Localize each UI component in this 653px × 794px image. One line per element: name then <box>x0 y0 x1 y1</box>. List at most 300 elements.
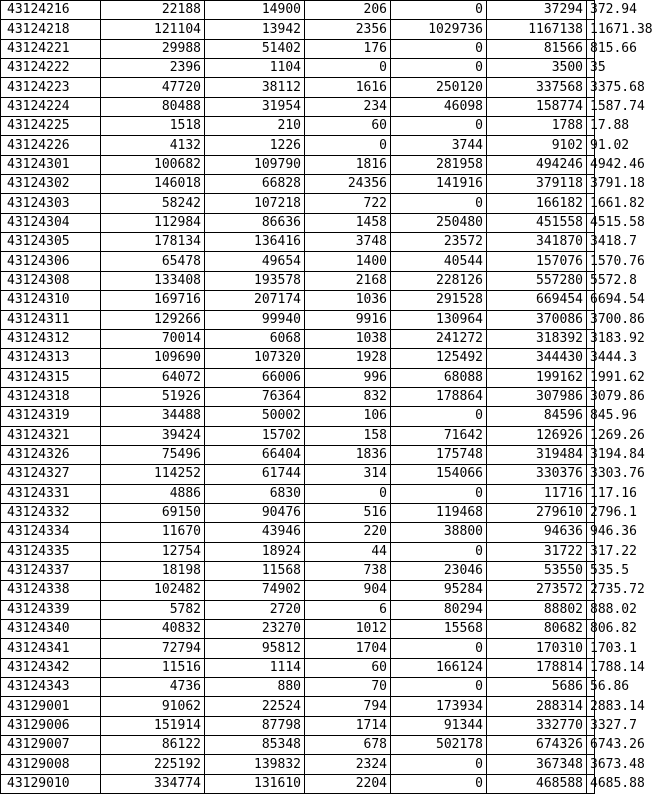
table-cell[interactable]: 0 <box>391 542 487 561</box>
table-cell[interactable]: 29988 <box>101 39 205 58</box>
table-cell[interactable]: 51926 <box>101 387 205 406</box>
table-cell[interactable]: 178864 <box>391 387 487 406</box>
table-cell[interactable]: 15702 <box>205 426 305 445</box>
table-cell[interactable]: 23572 <box>391 233 487 252</box>
row-code-cell[interactable]: 43124337 <box>1 561 101 580</box>
table-cell[interactable]: 273572 <box>487 581 587 600</box>
table-cell[interactable]: 1570.76 <box>587 252 595 271</box>
row-code-cell[interactable]: 43124226 <box>1 136 101 155</box>
table-cell[interactable]: 5782 <box>101 600 205 619</box>
table-cell[interactable]: 0 <box>305 484 391 503</box>
row-code-cell[interactable]: 43129006 <box>1 716 101 735</box>
row-code-cell[interactable]: 43124222 <box>1 59 101 78</box>
row-code-cell[interactable]: 43124311 <box>1 310 101 329</box>
table-cell[interactable]: 225192 <box>101 755 205 774</box>
table-cell[interactable]: 2396 <box>101 59 205 78</box>
table-cell[interactable]: 43946 <box>205 523 305 542</box>
table-cell[interactable]: 1616 <box>305 78 391 97</box>
table-cell[interactable]: 279610 <box>487 503 587 522</box>
table-cell[interactable]: 11671.38 <box>587 20 595 39</box>
table-cell[interactable]: 100682 <box>101 155 205 174</box>
table-cell[interactable]: 60 <box>305 117 391 136</box>
table-cell[interactable]: 34488 <box>101 407 205 426</box>
row-code-cell[interactable]: 43124225 <box>1 117 101 136</box>
table-row <box>1 426 595 445</box>
table-cell[interactable]: 69150 <box>101 503 205 522</box>
table-cell[interactable]: 738 <box>305 561 391 580</box>
table-cell[interactable]: 75496 <box>101 445 205 464</box>
table-row <box>1 542 595 561</box>
table-cell[interactable]: 61744 <box>205 465 305 484</box>
table-cell[interactable]: 1661.82 <box>587 194 595 213</box>
table-cell[interactable]: 102482 <box>101 581 205 600</box>
table-cell[interactable]: 106 <box>305 407 391 426</box>
row-code-cell[interactable]: 43124332 <box>1 503 101 522</box>
table-cell[interactable]: 3748 <box>305 233 391 252</box>
table-cell[interactable]: 832 <box>305 387 391 406</box>
table-cell[interactable]: 250480 <box>391 213 487 232</box>
table-cell[interactable]: 6743.26 <box>587 736 595 755</box>
table-cell[interactable]: 154066 <box>391 465 487 484</box>
table-cell[interactable]: 535.5 <box>587 561 595 580</box>
table-cell[interactable]: 3444.3 <box>587 349 595 368</box>
table-cell[interactable]: 3183.92 <box>587 329 595 348</box>
table-cell[interactable]: 2168 <box>305 271 391 290</box>
table-cell[interactable]: 40832 <box>101 620 205 639</box>
table-cell[interactable]: 674326 <box>487 736 587 755</box>
table-cell[interactable]: 141916 <box>391 175 487 194</box>
table-cell[interactable]: 1400 <box>305 252 391 271</box>
table-cell[interactable]: 91062 <box>101 697 205 716</box>
table-cell[interactable]: 65478 <box>101 252 205 271</box>
table-cell[interactable]: 0 <box>391 639 487 658</box>
table-cell[interactable]: 60 <box>305 658 391 677</box>
table-cell[interactable]: 13942 <box>205 20 305 39</box>
row-code-cell[interactable]: 43124327 <box>1 465 101 484</box>
table-row <box>1 484 595 503</box>
table-cell[interactable]: 1518 <box>101 117 205 136</box>
table-cell[interactable]: 112984 <box>101 213 205 232</box>
table-cell[interactable]: 1587.74 <box>587 97 595 116</box>
table-cell[interactable]: 166124 <box>391 658 487 677</box>
table-cell[interactable]: 379118 <box>487 175 587 194</box>
table-cell[interactable]: 68088 <box>391 368 487 387</box>
table-cell[interactable]: 1114 <box>205 658 305 677</box>
table-cell[interactable]: 946.36 <box>587 523 595 542</box>
table-cell[interactable]: 904 <box>305 581 391 600</box>
table-cell[interactable]: 1029736 <box>391 20 487 39</box>
table-cell[interactable]: 11670 <box>101 523 205 542</box>
table-cell[interactable]: 1703.1 <box>587 639 595 658</box>
table-cell[interactable]: 1788 <box>487 117 587 136</box>
table-cell[interactable]: 64072 <box>101 368 205 387</box>
table-cell[interactable]: 90476 <box>205 503 305 522</box>
table-cell[interactable]: 47720 <box>101 78 205 97</box>
table-cell[interactable]: 1036 <box>305 291 391 310</box>
table-cell[interactable]: 1458 <box>305 213 391 232</box>
table-cell[interactable]: 3673.48 <box>587 755 595 774</box>
table-row <box>1 213 595 232</box>
table-row <box>1 368 595 387</box>
table-cell[interactable]: 4685.88 <box>587 774 595 793</box>
row-code-cell[interactable]: 43124326 <box>1 445 101 464</box>
table-cell[interactable]: 337568 <box>487 78 587 97</box>
table-cell[interactable]: 1816 <box>305 155 391 174</box>
table-cell[interactable]: 18198 <box>101 561 205 580</box>
table-cell[interactable]: 210 <box>205 117 305 136</box>
table-cell[interactable]: 125492 <box>391 349 487 368</box>
table-cell[interactable]: 2796.1 <box>587 503 595 522</box>
table-cell[interactable]: 341870 <box>487 233 587 252</box>
table-cell[interactable]: 91.02 <box>587 136 595 155</box>
row-code-cell[interactable]: 43129010 <box>1 774 101 793</box>
table-cell[interactable]: 99940 <box>205 310 305 329</box>
table-cell[interactable]: 81566 <box>487 39 587 58</box>
table-cell[interactable]: 3418.7 <box>587 233 595 252</box>
table-cell[interactable]: 0 <box>391 678 487 697</box>
row-code-cell[interactable]: 43124216 <box>1 1 101 20</box>
table-cell[interactable]: 117.16 <box>587 484 595 503</box>
table-cell[interactable]: 5572.8 <box>587 271 595 290</box>
row-code-cell[interactable]: 43124303 <box>1 194 101 213</box>
table-cell[interactable]: 1714 <box>305 716 391 735</box>
table-cell[interactable]: 38112 <box>205 78 305 97</box>
table-cell[interactable]: 74902 <box>205 581 305 600</box>
table-cell[interactable]: 996 <box>305 368 391 387</box>
table-cell[interactable]: 1104 <box>205 59 305 78</box>
table-cell[interactable]: 3500 <box>487 59 587 78</box>
table-cell[interactable]: 0 <box>391 194 487 213</box>
row-code-cell[interactable]: 43124334 <box>1 523 101 542</box>
table-cell[interactable]: 11716 <box>487 484 587 503</box>
table-cell[interactable]: 178814 <box>487 658 587 677</box>
table-cell[interactable]: 845.96 <box>587 407 595 426</box>
table-cell[interactable]: 372.94 <box>587 1 595 20</box>
table-cell[interactable]: 86636 <box>205 213 305 232</box>
row-code-cell[interactable]: 43124310 <box>1 291 101 310</box>
table-cell[interactable]: 18924 <box>205 542 305 561</box>
row-code-cell[interactable]: 43129001 <box>1 697 101 716</box>
table-cell[interactable]: 0 <box>391 755 487 774</box>
table-cell[interactable]: 1991.62 <box>587 368 595 387</box>
table-cell[interactable]: 130964 <box>391 310 487 329</box>
row-code-cell[interactable]: 43124305 <box>1 233 101 252</box>
table-cell[interactable]: 37294 <box>487 1 587 20</box>
table-cell[interactable]: 49654 <box>205 252 305 271</box>
table-cell[interactable]: 370086 <box>487 310 587 329</box>
table-cell[interactable]: 170310 <box>487 639 587 658</box>
table-cell[interactable]: 15568 <box>391 620 487 639</box>
table-cell[interactable]: 70 <box>305 678 391 697</box>
table-cell[interactable]: 344430 <box>487 349 587 368</box>
table-cell[interactable]: 40544 <box>391 252 487 271</box>
table-row <box>1 97 595 116</box>
table-cell[interactable]: 95284 <box>391 581 487 600</box>
row-code-cell[interactable]: 43124318 <box>1 387 101 406</box>
table-body <box>1 1 653 794</box>
table-cell[interactable]: 22188 <box>101 1 205 20</box>
table-cell[interactable]: 166182 <box>487 194 587 213</box>
table-cell[interactable]: 314 <box>305 465 391 484</box>
table-row <box>1 194 595 213</box>
table-cell[interactable]: 0 <box>391 1 487 20</box>
table-cell[interactable]: 2324 <box>305 755 391 774</box>
table-cell[interactable]: 136416 <box>205 233 305 252</box>
table-cell[interactable]: 107218 <box>205 194 305 213</box>
row-code-cell[interactable]: 43124306 <box>1 252 101 271</box>
table-cell[interactable]: 157076 <box>487 252 587 271</box>
table-cell[interactable]: 88802 <box>487 600 587 619</box>
table-cell[interactable]: 2204 <box>305 774 391 793</box>
table-cell[interactable]: 0 <box>391 39 487 58</box>
row-code-cell[interactable]: 43124224 <box>1 97 101 116</box>
table-cell[interactable]: 66404 <box>205 445 305 464</box>
table-cell[interactable]: 794 <box>305 697 391 716</box>
table-cell[interactable]: 87798 <box>205 716 305 735</box>
table-cell[interactable]: 199162 <box>487 368 587 387</box>
table-cell[interactable]: 0 <box>391 407 487 426</box>
table-cell[interactable]: 6 <box>305 600 391 619</box>
table-cell[interactable]: 678 <box>305 736 391 755</box>
table-cell[interactable]: 2356 <box>305 20 391 39</box>
row-code-cell[interactable]: 43124218 <box>1 20 101 39</box>
table-row <box>1 329 595 348</box>
table-cell[interactable]: 175748 <box>391 445 487 464</box>
table-row <box>1 658 595 677</box>
table-cell[interactable]: 86122 <box>101 736 205 755</box>
table-cell[interactable]: 158 <box>305 426 391 445</box>
table-cell[interactable]: 332770 <box>487 716 587 735</box>
row-code-cell[interactable]: 43124302 <box>1 175 101 194</box>
table-cell[interactable]: 1836 <box>305 445 391 464</box>
table-cell[interactable]: 23270 <box>205 620 305 639</box>
table-cell[interactable]: 44 <box>305 542 391 561</box>
table-cell[interactable]: 3327.7 <box>587 716 595 735</box>
table-cell[interactable]: 1928 <box>305 349 391 368</box>
table-cell[interactable]: 722 <box>305 194 391 213</box>
table-cell[interactable]: 14900 <box>205 1 305 20</box>
table-cell[interactable]: 94636 <box>487 523 587 542</box>
table-cell[interactable]: 70014 <box>101 329 205 348</box>
row-code-cell[interactable]: 43124313 <box>1 349 101 368</box>
table-cell[interactable]: 169716 <box>101 291 205 310</box>
table-cell[interactable]: 1038 <box>305 329 391 348</box>
table-row <box>1 39 595 58</box>
table-cell[interactable]: 3744 <box>391 136 487 155</box>
table-cell[interactable]: 178134 <box>101 233 205 252</box>
row-code-cell[interactable]: 43124312 <box>1 329 101 348</box>
table-cell[interactable]: 12754 <box>101 542 205 561</box>
table-cell[interactable]: 206 <box>305 1 391 20</box>
table-cell[interactable]: 56.86 <box>587 678 595 697</box>
table-cell[interactable]: 880 <box>205 678 305 697</box>
table-cell[interactable]: 66828 <box>205 175 305 194</box>
table-cell[interactable]: 334774 <box>101 774 205 793</box>
table-cell[interactable]: 84596 <box>487 407 587 426</box>
table-cell[interactable]: 131610 <box>205 774 305 793</box>
table-cell[interactable]: 109790 <box>205 155 305 174</box>
table-cell[interactable]: 1704 <box>305 639 391 658</box>
table-cell[interactable]: 31722 <box>487 542 587 561</box>
table-cell[interactable]: 367348 <box>487 755 587 774</box>
table-cell[interactable]: 51402 <box>205 39 305 58</box>
table-cell[interactable]: 3791.18 <box>587 175 595 194</box>
table-cell[interactable]: 0 <box>391 484 487 503</box>
table-cell[interactable]: 6694.54 <box>587 291 595 310</box>
table-cell[interactable]: 815.66 <box>587 39 595 58</box>
table-cell[interactable]: 176 <box>305 39 391 58</box>
table-cell[interactable]: 91344 <box>391 716 487 735</box>
row-code-cell[interactable]: 43129007 <box>1 736 101 755</box>
table-cell[interactable]: 281958 <box>391 155 487 174</box>
row-code-cell[interactable]: 43124308 <box>1 271 101 290</box>
row-code-cell[interactable]: 43124223 <box>1 78 101 97</box>
row-code-cell[interactable]: 43124321 <box>1 426 101 445</box>
row-code-cell[interactable]: 43124341 <box>1 639 101 658</box>
table-cell[interactable]: 4942.46 <box>587 155 595 174</box>
table-cell[interactable]: 4886 <box>101 484 205 503</box>
table-cell[interactable]: 6830 <box>205 484 305 503</box>
table-cell[interactable]: 888.02 <box>587 600 595 619</box>
row-code-cell[interactable]: 43124301 <box>1 155 101 174</box>
table-cell[interactable]: 1012 <box>305 620 391 639</box>
row-code-cell[interactable]: 43124304 <box>1 213 101 232</box>
table-cell[interactable]: 516 <box>305 503 391 522</box>
table-cell[interactable]: 250120 <box>391 78 487 97</box>
table-cell[interactable]: 228126 <box>391 271 487 290</box>
table-cell[interactable]: 107320 <box>205 349 305 368</box>
table-cell[interactable]: 288314 <box>487 697 587 716</box>
row-code-cell[interactable]: 43124342 <box>1 658 101 677</box>
table-cell[interactable]: 72794 <box>101 639 205 658</box>
table-cell[interactable]: 1269.26 <box>587 426 595 445</box>
table-cell[interactable]: 173934 <box>391 697 487 716</box>
table-cell[interactable]: 557280 <box>487 271 587 290</box>
table-cell[interactable]: 502178 <box>391 736 487 755</box>
table-cell[interactable]: 0 <box>391 774 487 793</box>
table-cell[interactable]: 119468 <box>391 503 487 522</box>
table-row <box>1 78 595 97</box>
table-cell[interactable]: 80682 <box>487 620 587 639</box>
table-cell[interactable]: 39424 <box>101 426 205 445</box>
table-cell[interactable]: 2883.14 <box>587 697 595 716</box>
table-cell[interactable]: 129266 <box>101 310 205 329</box>
table-cell[interactable]: 3194.84 <box>587 445 595 464</box>
table-cell[interactable]: 23046 <box>391 561 487 580</box>
table-cell[interactable]: 669454 <box>487 291 587 310</box>
table-cell[interactable]: 6068 <box>205 329 305 348</box>
table-cell[interactable]: 3303.76 <box>587 465 595 484</box>
table-cell[interactable]: 85348 <box>205 736 305 755</box>
table-cell[interactable]: 291528 <box>391 291 487 310</box>
table-cell[interactable]: 4515.58 <box>587 213 595 232</box>
table-cell[interactable]: 126926 <box>487 426 587 445</box>
table-cell[interactable]: 151914 <box>101 716 205 735</box>
table-cell[interactable]: 9102 <box>487 136 587 155</box>
table-cell[interactable]: 220 <box>305 523 391 542</box>
table-cell[interactable]: 317.22 <box>587 542 595 561</box>
table-cell[interactable]: 76364 <box>205 387 305 406</box>
table-cell[interactable]: 451558 <box>487 213 587 232</box>
row-code-cell[interactable]: 43124340 <box>1 620 101 639</box>
table-cell[interactable]: 24356 <box>305 175 391 194</box>
table-cell[interactable]: 806.82 <box>587 620 595 639</box>
table-cell[interactable]: 2720 <box>205 600 305 619</box>
table-cell[interactable]: 11516 <box>101 658 205 677</box>
table-cell[interactable]: 22524 <box>205 697 305 716</box>
table-cell[interactable]: 109690 <box>101 349 205 368</box>
table-cell[interactable]: 1226 <box>205 136 305 155</box>
table-cell[interactable]: 133408 <box>101 271 205 290</box>
table-cell[interactable]: 38800 <box>391 523 487 542</box>
row-code-cell[interactable]: 43124331 <box>1 484 101 503</box>
row-code-cell[interactable]: 43124339 <box>1 600 101 619</box>
table-cell[interactable]: 3700.86 <box>587 310 595 329</box>
table-cell[interactable]: 46098 <box>391 97 487 116</box>
table-cell[interactable]: 114252 <box>101 465 205 484</box>
row-code-cell[interactable]: 43124338 <box>1 581 101 600</box>
table-cell[interactable]: 11568 <box>205 561 305 580</box>
row-code-cell[interactable]: 43124335 <box>1 542 101 561</box>
table-row <box>1 310 595 329</box>
table-cell[interactable]: 2735.72 <box>587 581 595 600</box>
table-cell[interactable]: 53550 <box>487 561 587 580</box>
table-cell[interactable]: 31954 <box>205 97 305 116</box>
table-cell[interactable]: 318392 <box>487 329 587 348</box>
table-cell[interactable]: 207174 <box>205 291 305 310</box>
table-cell[interactable]: 1167138 <box>487 20 587 39</box>
table-cell[interactable]: 0 <box>305 59 391 78</box>
table-cell[interactable]: 35 <box>587 59 595 78</box>
table-cell[interactable]: 71642 <box>391 426 487 445</box>
table-cell[interactable]: 234 <box>305 97 391 116</box>
table-cell[interactable]: 80294 <box>391 600 487 619</box>
table-cell[interactable]: 139832 <box>205 755 305 774</box>
table-cell[interactable]: 0 <box>391 117 487 136</box>
table-cell[interactable]: 1788.14 <box>587 658 595 677</box>
table-cell[interactable]: 50002 <box>205 407 305 426</box>
table-cell[interactable]: 3079.86 <box>587 387 595 406</box>
table-cell[interactable]: 3375.68 <box>587 78 595 97</box>
row-code-cell[interactable]: 43124315 <box>1 368 101 387</box>
row-code-cell[interactable]: 43124343 <box>1 678 101 697</box>
table-cell[interactable]: 494246 <box>487 155 587 174</box>
table-cell[interactable]: 5686 <box>487 678 587 697</box>
row-code-cell[interactable]: 43124319 <box>1 407 101 426</box>
row-code-cell[interactable]: 43124221 <box>1 39 101 58</box>
table-cell[interactable]: 95812 <box>205 639 305 658</box>
table-cell[interactable]: 241272 <box>391 329 487 348</box>
table-cell[interactable]: 468588 <box>487 774 587 793</box>
table-cell[interactable]: 158774 <box>487 97 587 116</box>
table-cell[interactable]: 9916 <box>305 310 391 329</box>
table-cell[interactable]: 193578 <box>205 271 305 290</box>
table-cell[interactable]: 121104 <box>101 20 205 39</box>
table-cell[interactable]: 0 <box>391 59 487 78</box>
table-cell[interactable]: 146018 <box>101 175 205 194</box>
table-cell[interactable]: 0 <box>305 136 391 155</box>
table-cell[interactable]: 17.88 <box>587 117 595 136</box>
table-cell[interactable]: 319484 <box>487 445 587 464</box>
table-cell[interactable]: 330376 <box>487 465 587 484</box>
table-cell[interactable]: 80488 <box>101 97 205 116</box>
table-cell[interactable]: 307986 <box>487 387 587 406</box>
table-cell[interactable]: 4132 <box>101 136 205 155</box>
table-cell[interactable]: 58242 <box>101 194 205 213</box>
table-cell[interactable]: 4736 <box>101 678 205 697</box>
row-code-cell[interactable]: 43129008 <box>1 755 101 774</box>
table-cell[interactable]: 66006 <box>205 368 305 387</box>
